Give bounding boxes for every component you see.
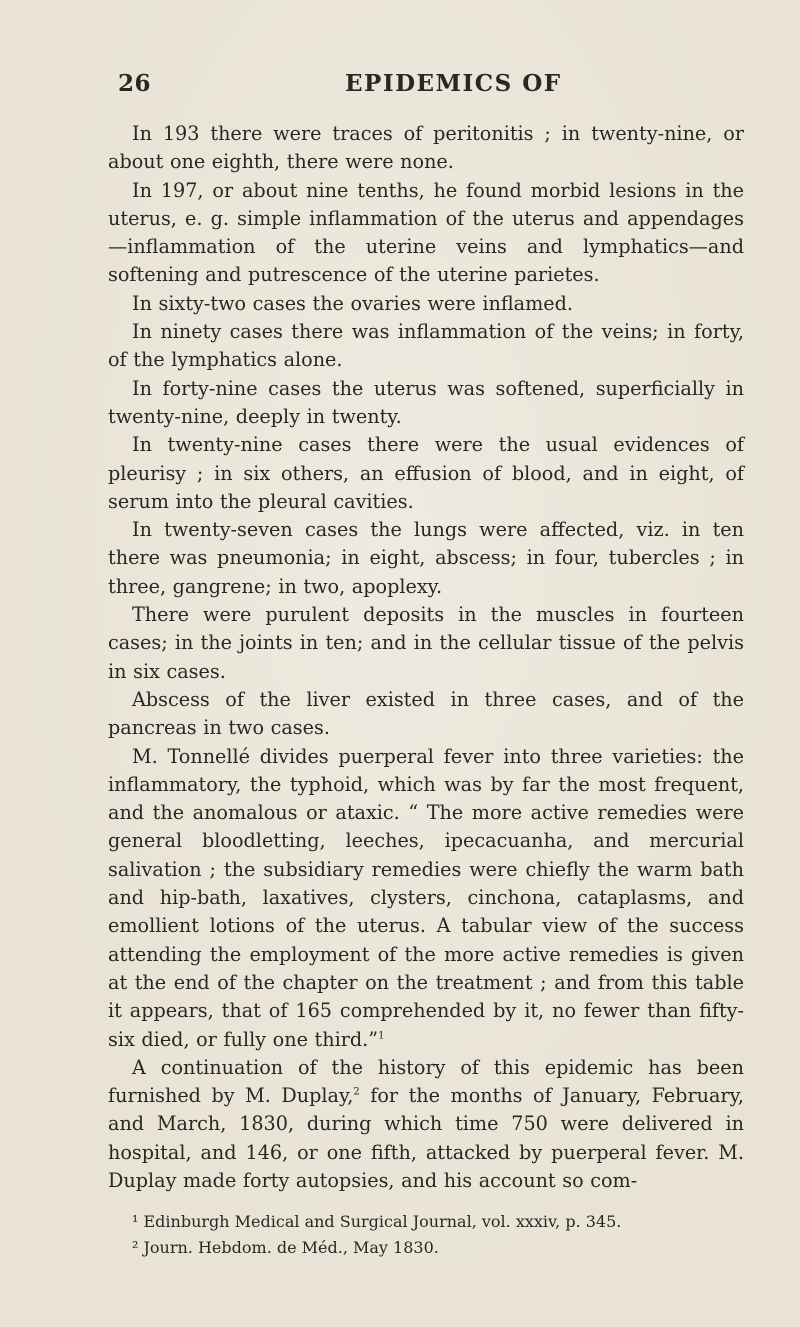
body-text — [108, 120, 744, 1195]
page-number: 26 — [118, 70, 152, 97]
paragraph-text: for the months of January, February, and March, 1830, during which time 750 were delivered in hospital, and 146, or one fifth, attacked by puerperal fever. M. Duplay made forty autopsies, and his account so com- — [108, 1084, 744, 1192]
paragraph: In ninety cases there was inflammation of the veins; in forty, of the lymphatics alone. — [108, 320, 744, 372]
paragraph: In twenty-nine cases there were the usual evidences of pleurisy ; in six others, an effusion of blood, and in eight, of serum into the pleural cavities. — [108, 433, 744, 513]
paragraph-duplay — [108, 1054, 744, 1195]
paragraph: There were purulent deposits in the muscles in fourteen cases; in the joints in ten; and in the cellular tissue of the pelvis in six cases. — [108, 603, 744, 683]
footnote: ² Journ. Hebdom. de Méd., May 1830. — [132, 1238, 439, 1257]
page-header — [0, 70, 800, 104]
paragraph: In twenty-seven cases the lungs were affected, viz. in ten there was pneumonia; in eight, abscess; in four, tubercles ; in three, gangrene; in two, apoplexy. — [108, 518, 744, 598]
paragraph-tonnelle — [108, 743, 744, 1054]
paragraph: In forty-nine cases the uterus was softened, superficially in twenty-nine, deeply in twenty. — [108, 376, 744, 428]
footnote: ¹ Edinburgh Medical and Surgical Journal, vol. xxxiv, p. 345. — [132, 1212, 622, 1231]
paragraph: In 197, or about nine tenths, he found morbid lesions in the uterus, e. g. simple inflammation of the uterus and appendages —inflammation of the uterine veins and lymphatics—and softening and putrescence of the uterine parietes. — [108, 178, 744, 287]
footnotes — [108, 1209, 744, 1261]
footnote-ref: 2 — [353, 1086, 360, 1098]
running-head: EPIDEMICS OF — [345, 70, 562, 97]
paragraph: In sixty-two cases the ovaries were inflamed. — [132, 291, 574, 315]
paragraph: In 193 there were traces of peritonitis ; in twenty-nine, or about one eighth, there were none. — [108, 122, 744, 174]
paragraph-text: M. Tonnellé divides puerperal fever into three varieties: the inflammatory, the typhoid, which was by far the most frequent, and the anomalous or ataxic. “ The more active remedies were general bloodletting, leeches, ipecacuanha, and mercurial salivation ; the subsidiary remedies were chiefly the warm bath and hip-bath, laxatives, clysters, cinchona, cataplasms, and emollient lotions of the uterus. A tabular view of the success attending the employment of the more active remedies is given at the end of the chapter on the treatment ; and from this table it appears, that of 165 comprehended by it, no fewer than fifty-six died, or fully one third.” — [108, 744, 744, 1051]
paragraph: Abscess of the liver existed in three cases, and of the pancreas in two cases. — [108, 687, 744, 740]
paragraph-text: A continuation of the history of this epidemic has been furnished by M. Duplay, — [108, 1055, 744, 1108]
footnote-ref: 1 — [378, 1030, 385, 1042]
